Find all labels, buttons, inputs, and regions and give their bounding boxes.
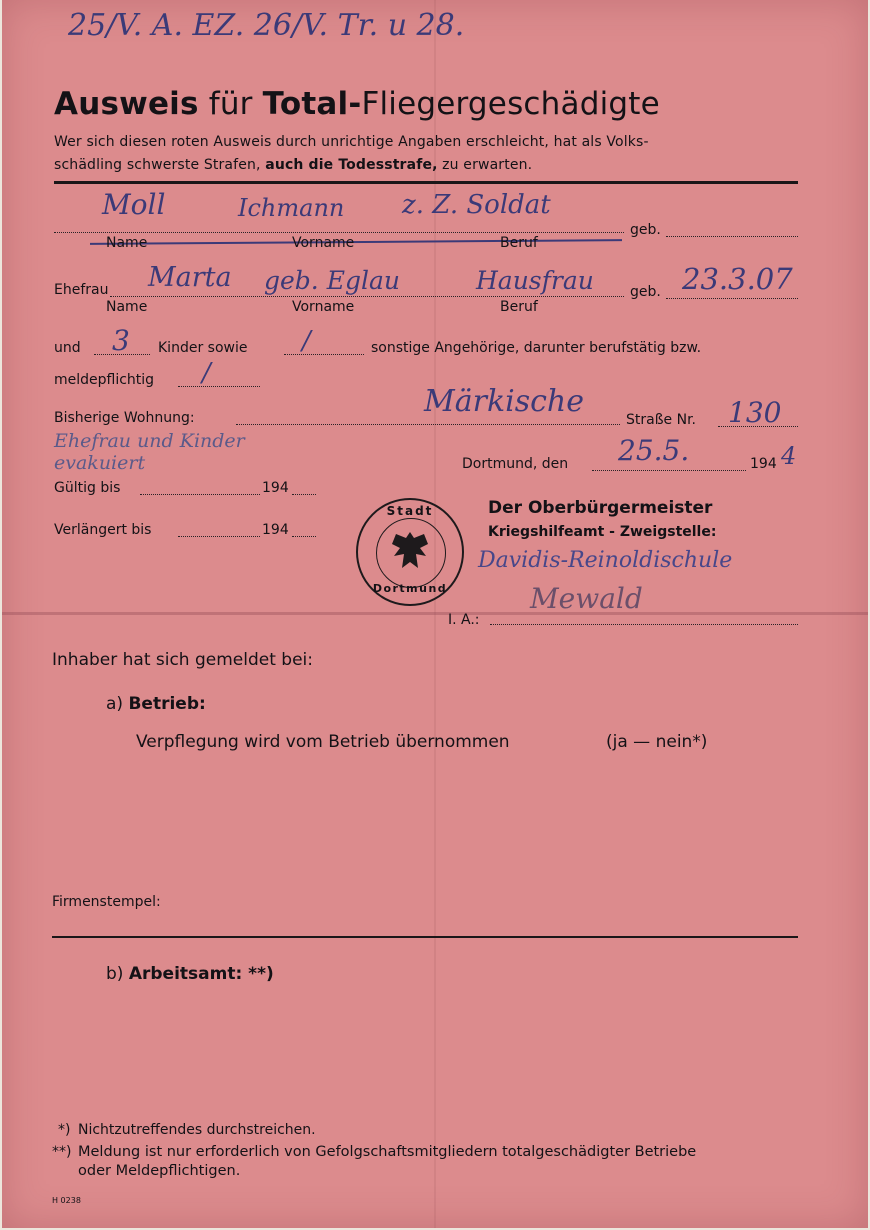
footnote-1-text: Nichtzutreffendes durchstreichen.: [78, 1122, 316, 1138]
verpflegung-label: Verpflegung wird vom Betrieb übernommen: [136, 732, 510, 752]
handwritten-name: Moll: [102, 188, 166, 221]
wohnung-dotted-line: [236, 424, 620, 425]
i-a-label: I. A.:: [448, 612, 480, 628]
stamp-top-text: Stadt: [386, 504, 434, 518]
section-a-label: [106, 694, 206, 714]
meldepflichtig-dotted-line: [178, 386, 260, 387]
handwritten-nr: 130: [728, 396, 782, 429]
year-prefix-date: 194: [750, 456, 777, 472]
arbeitsamt-label: Arbeitsamt: **): [128, 964, 274, 984]
firmenstempel-rule: [52, 936, 798, 938]
zweigstelle-stamp-text: Davidis-Reinoldischule: [478, 548, 733, 573]
handwritten-ehefrau-beruf: Hausfrau: [476, 266, 594, 295]
document-sheet: [2, 0, 868, 1228]
betrieb-label: Betrieb:: [128, 694, 206, 714]
gemeldet-label: Inhaber hat sich gemeldet bei:: [52, 650, 314, 670]
section-b-prefix: b): [106, 964, 124, 984]
beruf-label-1: Beruf: [500, 235, 538, 251]
gueltig-bis-label: Gültig bis: [54, 480, 121, 496]
handwritten-note-line-2: evakuiert: [54, 452, 146, 474]
fold-line-horizontal: [2, 612, 868, 615]
handwritten-angehoerige: /: [302, 326, 311, 356]
stamp-bottom-text: Dortmund: [372, 582, 448, 595]
bisherige-wohnung-label: Bisherige Wohnung:: [54, 410, 195, 426]
section-b-label: [106, 964, 274, 984]
document-title: [54, 86, 660, 122]
name-dotted-line: [54, 232, 624, 233]
handwritten-beruf: z. Z. Soldat: [402, 190, 551, 220]
eagle-icon: [388, 528, 432, 576]
i-a-dotted-line: [490, 624, 798, 625]
header-rule: [54, 181, 798, 184]
sonstige-label: sonstige Angehörige, darunter berufstätig bzw.: [371, 340, 702, 356]
und-label: und: [54, 340, 81, 356]
geb-dotted-line-2: [666, 298, 798, 299]
handwritten-meldepflichtig: /: [202, 358, 211, 388]
gueltig-year-dots: [292, 494, 316, 495]
handwritten-top-note: 25/V. A. EZ. 26/V. Tr. u 28.: [68, 8, 465, 43]
geb-label-1: geb.: [630, 222, 661, 238]
handwritten-date: 25.5.: [618, 434, 690, 467]
name-label-1: Name: [106, 235, 148, 251]
handwritten-ehefrau-geb: 23.3.07: [682, 262, 793, 296]
handwritten-year-digit: 4: [781, 442, 797, 470]
date-dotted-line: [592, 470, 746, 471]
footnote-2-line-2: oder Meldepflichtigen.: [78, 1163, 241, 1179]
oberbuergermeister-label: Der Oberbürgermeister: [488, 498, 713, 518]
meldepflichtig-label: meldepflichtig: [54, 372, 155, 388]
title-fuer: für: [198, 86, 263, 122]
kinder-sowie-label: Kinder sowie: [158, 340, 248, 356]
vorname-label-1: Vorname: [292, 235, 355, 251]
ja-nein-label: (ja — nein*): [606, 732, 708, 752]
warning-text-a: schädling schwerste Strafen,: [54, 157, 266, 173]
warning-text-c: zu erwarten.: [437, 157, 533, 173]
handwritten-kinder-count: 3: [112, 324, 130, 357]
beruf-label-2: Beruf: [500, 299, 538, 315]
title-ausweis: Ausweis: [54, 86, 199, 122]
footnote-2-line-1: Meldung ist nur erforderlich von Gefolgschaftsmitgliedern totalgeschädigter Betriebe: [78, 1144, 697, 1160]
gueltig-dotted-line: [140, 494, 260, 495]
ehefrau-dotted-line: [110, 296, 624, 297]
dortmund-den-label: Dortmund, den: [462, 456, 569, 472]
title-fliegergeschaedigte: Fliegergeschädigte: [361, 86, 660, 122]
signature: Mewald: [530, 582, 643, 615]
verlaengert-year-dots: [292, 536, 316, 537]
verlaengert-dotted-line: [178, 536, 260, 537]
gueltig-year-prefix: 194: [262, 480, 289, 496]
handwritten-ehefrau-vorname: geb. Eglau: [264, 266, 400, 295]
footnote-2-mark: **): [52, 1144, 72, 1160]
warning-line-2: [54, 157, 532, 173]
handwritten-note-line-1: Ehefrau und Kinder: [54, 430, 245, 452]
warning-line-1: Wer sich diesen roten Ausweis durch unrichtige Angaben erschleicht, hat als Volks-: [54, 134, 649, 150]
strikethrough-line: [90, 239, 622, 245]
kriegshilfeamt-label: Kriegshilfeamt - Zweigstelle:: [488, 524, 717, 540]
handwritten-ehefrau-name: Marta: [148, 262, 232, 293]
handwritten-vorname: Ichmann: [238, 194, 345, 222]
city-seal-stamp: [356, 498, 464, 606]
name-label-2: Name: [106, 299, 148, 315]
form-code: H 0238: [52, 1196, 81, 1205]
geb-dotted-line-1: [666, 236, 798, 237]
ehefrau-label: Ehefrau: [54, 282, 109, 298]
firmenstempel-label: Firmenstempel:: [52, 894, 161, 910]
title-total: Total-: [262, 86, 362, 122]
vorname-label-2: Vorname: [292, 299, 355, 315]
section-a-prefix: a): [106, 694, 124, 714]
angehoerige-dotted-line: [284, 354, 364, 355]
verlaengert-year-prefix: 194: [262, 522, 289, 538]
warning-todesstrafe: auch die Todesstrafe,: [265, 157, 438, 173]
verlaengert-bis-label: Verlängert bis: [54, 522, 152, 538]
geb-label-2: geb.: [630, 284, 661, 300]
strasse-nr-label: Straße Nr.: [626, 412, 696, 428]
handwritten-strasse: Märkische: [424, 384, 584, 419]
footnote-1-mark: *): [58, 1122, 71, 1138]
